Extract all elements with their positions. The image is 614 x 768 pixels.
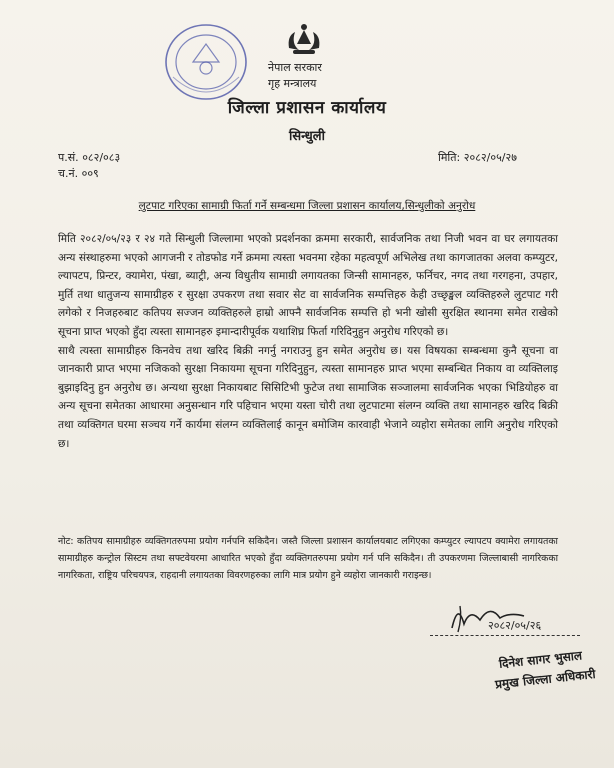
signer-name: दिनेश सागर भुसाल — [498, 648, 583, 671]
government-heading — [268, 60, 322, 92]
signature-date: २०८२/०५/२६ — [488, 619, 542, 632]
letter-subject: लुटपाट गरिएका सामाग्री फिर्ता गर्ने सम्बन्धमा जिल्ला प्रशासन कार्यालय,सिन्धुलीको अनुरोध — [138, 200, 476, 212]
gov-line-1: नेपाल सरकार — [268, 61, 322, 74]
letter-body — [58, 230, 558, 453]
ps-number-row — [58, 150, 120, 166]
ps-value: ०८२/०८३ — [82, 151, 121, 164]
letter-note — [58, 533, 558, 584]
gov-line-2: गृह मन्त्रालय — [268, 77, 317, 90]
date-label: मिति: — [438, 151, 461, 164]
signer-block — [494, 644, 597, 694]
office-name: जिल्ला प्रशासन कार्यालय — [227, 98, 387, 118]
body-paragraph-1: मिति २०८२/०५/२३ र २४ गते सिन्धुली जिल्लामा भएको प्रदर्शनका क्रममा सरकारी, सार्वजनिक तथा निजी भवन वा घर लगायतका अन्य संस्थाहरुमा भएको आगजनी र तोडफोड गर्ने क्रममा त्यस्ता भवनमा रहेका महत्वपूर्ण अभिलेख तथा कागजातका अलवा कम्प्युटर, ल्यापटप, प्रिन्टर, क्यामेरा, पंखा, ब्याट्री, अन्य विधुतीय सामाग्री लगायतका जिन्सी सामानहरु, फर्निचर, नगद तथा गरगहना, उपहार, मुर्ति तथा धातुजन्य सामाग्रीहरु र सुरक्षा उपकरण तथा सवार सेट वा सार्वजनिक सम्पत्तिहरु केही उच्छृङ्खल व्यक्तिहरुले लुटपाट गरी लगेको र निजहरुबाट कतिपय सज्जन व्यक्तिहरुले हाम्रो आफ्नै सार्वजनिक सम्पत्ति हो भनी खोसी सुरक्षित स्थानमा समेत राखेको सूचना प्राप्त भएको हुँदा त्यस्ता सामानहरु इमान्दारीपूर्वक यथाशिघ्र फिर्ता गरिदिनुहुन अनुरोध गरिएको छ। — [58, 233, 558, 338]
letter-date — [438, 150, 517, 165]
ps-label: प.सं. — [58, 151, 79, 164]
cn-number-row — [58, 166, 120, 182]
district-name: सिन्धुली — [289, 129, 325, 144]
cn-value: ००९ — [81, 167, 99, 180]
signature-line — [430, 635, 580, 636]
reference-numbers — [58, 150, 120, 182]
cn-label: च.नं. — [58, 167, 79, 180]
note-text: नोट: कतिपय सामाग्रीहरु व्यक्तिगतरुपमा प्रयोग गर्नपनि सकिदैन। जस्तै जिल्ला प्रशासन कार्यालयबाट लगिएका कम्प्युटर ल्यापटप क्यामेरा लगायतका सामाग्रीहरु कन्ट्रोल सिस्टम तथा सफ्टवेयरमा आधारित भएको हुँदा व्यक्तिगतरुपमा प्रयोग गर्न पनि सकिदैन। ती उपकरणमा जिल्लाबासी नागरिकका नागरिकता, राष्ट्रिय परिचयपत्र, राहदानी लगायतका विवरणहरुका लागि मात्र प्रयोग हुने व्यहोरा जानकारी गराइन्छ। — [58, 536, 558, 581]
date-value: २०८२/०५/२७ — [463, 151, 517, 164]
body-paragraph-2: साथै त्यस्ता सामाग्रीहरु किनवेच तथा खरिद बिक्री नगर्नु नगराउनु हुन समेत अनुरोध छ। यस विषयका सम्बन्धमा कुनै सूचना वा जानकारी प्राप्त भएमा नजिकको सुरक्षा निकायमा सूचना गरिदिनुहुन, त्यस्ता सामानहरु प्राप्त भएमा सम्बन्धित निकाय वा व्यक्तिलाइ बुझाइदिनु हुन अनुरोध छ। अन्यथा सुरक्षा निकायबाट सिसिटिभी फुटेज तथा सामाजिक सञ्जालमा सार्वजनिक भएका भिडियोहरु वा अन्य सूचना समेतका आधारमा अनुसन्धान गरि पहिचान भएमा यस्ता चोरी तथा लुटपाटमा संलग्न व्यक्ति तथा सामानहरु खरिद बिक्री तथा व्यक्तिगत घरमा सञ्चय गर्ने कार्यमा संलग्न व्यक्तिलाई कानून बमोजिम कारवाही भेजाने व्यहोरा समेतका लागि अनुरोध गरिएको छ। — [58, 344, 558, 450]
signer-title: प्रमुख जिल्ला अधिकारी — [494, 666, 597, 692]
office-stamp-icon — [163, 22, 249, 102]
nepal-emblem-icon — [283, 22, 325, 58]
